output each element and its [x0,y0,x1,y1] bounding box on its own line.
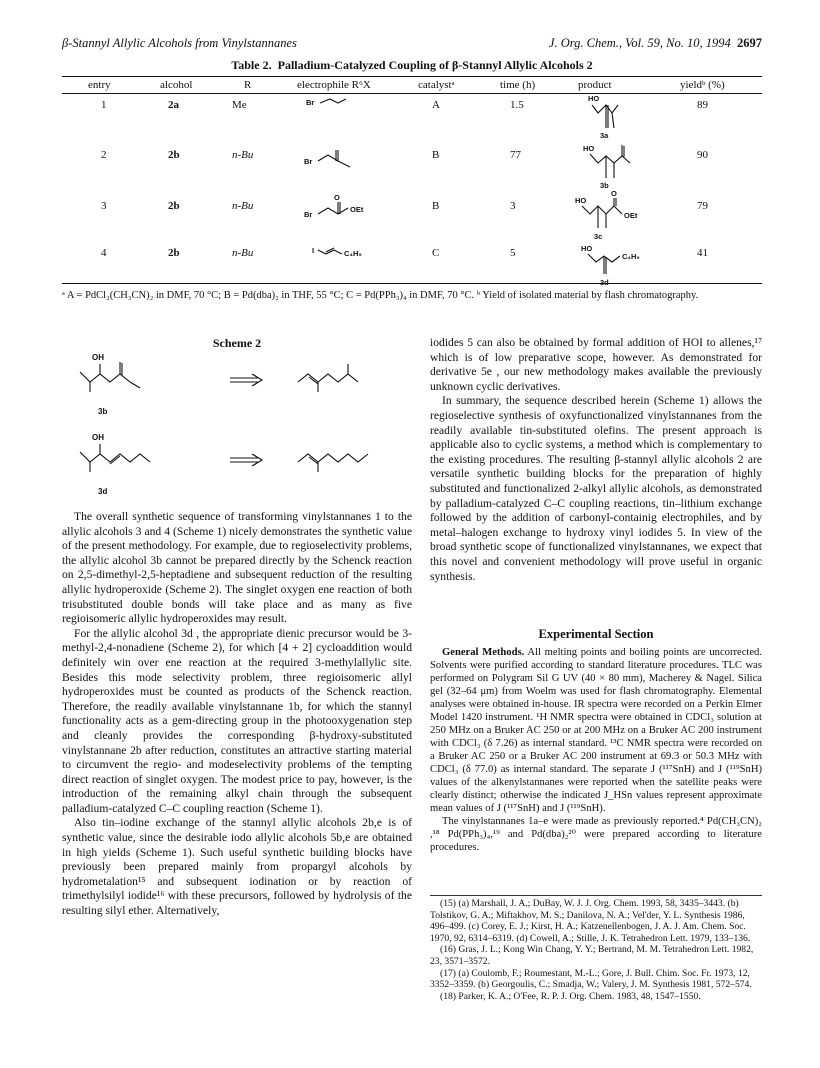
oet-label: OEt [624,211,638,220]
row-r: n-Bu [232,149,254,161]
table-footnote: ᵃ A = PdCl₂(CH₃CN)₂ in DMF, 70 °C; B = Pd(dba)₂ in THF, 55 °C; C = Pd(PPh₃)₄ in DMF, 70 °C. ᵇ Yield of isolated material by flash chromatography. [62,290,699,301]
table-header-yield: yieldᵇ (%) [680,79,725,91]
oh-label: OH [92,353,104,362]
paragraph [430,646,762,815]
row-entry: 2 [101,149,107,161]
references-rule [430,895,762,896]
table-header-catalyst: catalystᵃ [418,79,455,91]
row-alcohol: 2a [168,99,179,111]
electrophile-1-bonds [320,99,346,103]
ho-label: HO [575,196,587,205]
row-entry: 1 [101,99,107,111]
row-yield: 90 [697,149,708,161]
row-yield: 79 [697,200,708,212]
reference-item: (15) (a) Marshall, J. A.; DuBay, W. J. J. Org. Chem. 1993, 58, 3435–3443. (b) Tolstikov, G. A.; Miftakhov, M. S.; Danilova, N. A.; Vel'der, Y. L. Synthesis 1986, 496–499. (c) Corey, E. J.; Kirst, H. A.; Katzenellenbogen, J. A. J. Am. Chem. Soc. 1970, 92, 6314–6319. (d) Cowell, A.; Stille, J. K. Tetrahedron Lett. 1979, 133–136. [430,898,751,944]
left-column [62,510,412,919]
scheme-2-title: Scheme 2 [212,336,262,350]
ho-label: HO [583,144,595,153]
table-caption-text: Palladium-Catalyzed Coupling of β-Stannyl Allylic Alcohols 2 [277,58,593,72]
row-time: 1.5 [510,99,524,111]
br-label: Br [306,98,315,107]
row-r: Me [232,99,247,111]
references [430,898,762,1002]
row-catalyst: A [432,99,440,111]
paragraph: The vinylstannanes 1a–e were made as previously reported.⁴ Pd(CH₃CN)₂ ,¹⁸ Pd(PPh₃)₄,¹⁹ and Pd(dba)₂²⁰ were prepared according to literature procedures. [430,816,762,853]
row-r: n-Bu [232,247,254,259]
electrophile-3-bonds [318,208,348,214]
oet-label: OEt [350,205,364,214]
compound-label-3a: 3a [600,131,609,140]
row-time: 3 [510,200,516,212]
reference-item: (17) (a) Coulomb, F.; Roumestant, M.-L.; Gore, J. Bull. Chim. Soc. Fr. 1973, 12, 3352–3359. (b) Georgoulis, C.; Smadja, W.; Valery, J. M. Synthesis 1981, 572–574. [430,967,752,991]
carbonyl-o-label: O [611,189,617,198]
general-methods-lead: General Methods. [442,647,525,658]
electrophile-2-bonds [318,150,338,161]
compound-label-3c: 3c [594,232,603,241]
row-time: 5 [510,247,516,259]
product-3a-bonds [592,105,618,113]
row-alcohol: 2b [168,247,180,259]
br-label: Br [304,210,313,219]
journal-citation: J. Org. Chem., Vol. 59, No. 10, 1994 [548,36,731,50]
table-header-electrophile: electrophile R⁶X [297,79,371,91]
row-r: n-Bu [232,200,254,212]
scheme-2-diagram [62,348,412,510]
oh-label: OH [92,433,104,442]
paragraph: For the allylic alcohol 3d , the appropriate dienic precursor would be 3-methyl-2,4-nonadiene (Scheme 2), for which [4 + 2] cycloaddition would definitely win over ene reaction at the required 3-methylallylic site. Besides this mode selectivity problem, three regioisomeric allyl hydroperoxides must be counted as products of the Schenck reaction. Therefore, the readily available vinylstannane 1b, for which the stannyl functionality acts as a gem-directing group in the photooxygenation step and cleanly provides the corresponding β-hydroxy-substituted vinylstannane 2b after reduction, constitutes an attractive starting material to circumvent the regio- and modeselectivity problems of the tempting direct reaction of singlet oxygen. The modest price to pay, however, is the introduction of the remaining alkyl chain through the subsequent palladium-catalyzed C–C coupling reaction (Scheme 1). [62,626,412,815]
table-header-time: time (h) [500,79,536,91]
reference-item: (16) Gras, J. L.; Kong Win Chang, Y. Y.; Bertrand, M. M. Tetrahedron Lett. 1982, 23, 3571–3572. [430,944,754,967]
table-header-alcohol: alcohol [160,79,193,91]
scheme-label-3d: 3d [98,487,108,496]
row-entry: 4 [101,247,107,259]
reference-item: (18) Parker, K. A.; O'Fee, R. P. J. Org. Chem. 1983, 48, 1547–1550. [440,990,701,1002]
row-alcohol: 2b [168,149,180,161]
iodide-label: I [312,246,315,255]
ho-label: HO [588,94,600,103]
row-yield: 89 [697,99,708,111]
experimental-body [430,646,762,854]
br-label: Br [304,157,313,166]
compound-label-3d: 3d [600,278,609,287]
c4h9-label: C₄H₉ [622,252,640,261]
paragraph: In summary, the sequence described herein (Scheme 1) allows the regioselective synthesis of oxyfunctionalized vinylstannanes from the readily available tin-substituted olefins. The present approach is applicable also to cyclic systems, a method which is complementary to the existing procedures. The resulting β-stannyl allylic alcohols 2 are versatile synthetic building blocks for the preparation of highly substituted and functionalized 2-alkyl allylic alcohols, as demonstrated by palladium-catalyzed C–C coupling reactions, tin–lithium exchange followed by the addition of carbonyl-containig electrophiles, and by metal–halogen exchange to hydroxy vinyl iodides 5. In view of the broad synthetic scope of functionalized vinylstannanes, we expect that this novel and convenient methodology will prove useful in organic synthesis. [430,394,762,583]
table-header-product: product [578,79,612,91]
table-header-entry: entry [88,79,111,91]
carbonyl-o-label: O [334,193,340,202]
table-header-r: R [244,79,252,91]
paragraph: The overall synthetic sequence of transforming vinylstannanes 1 to the allylic alcohols 3 and 4 (Scheme 1) nicely demonstrates the synthetic value of the present methodology. For example, due to regioselectivity problems, the allylic alcohol 3b cannot be prepared directly by the Schenck reaction on 2,5-dimethyl-2,5-heptadiene and subsequent reduction of the resulting allylic hydroperoxide (Scheme 2). The singlet oxygen ene reaction of both trisubstituted double bonds will take place and as many as five regioisomeric allylic hydroperoxides may result. [62,510,412,626]
row-entry: 3 [101,200,107,212]
c4h9-label: C₄H₉ [344,249,362,258]
row-catalyst: C [432,247,440,259]
table-caption-label: Table 2. [231,58,272,72]
page-number: 2697 [737,36,762,50]
experimental-section-title: Experimental Section [538,627,654,641]
table-structures [0,0,820,290]
row-catalyst: B [432,200,440,212]
row-catalyst: B [432,149,440,161]
row-yield: 41 [697,247,708,259]
row-alcohol: 2b [168,200,180,212]
ho-label: HO [581,244,593,253]
general-methods-text: All melting points and boiling points are uncorrected. Solvents were purified according to standard literature procedures. TLC was performed on Polygram Sil G UV (40 × 80 mm), Macherey & Nagel. Silica gel (32–64 μm) from Woelm was used for flash chromatography. Elemental analyses were obtained in-house. IR spectra were recorded on a Perkin Elmer Model 1420 instrument. ¹H NMR spectra were obtained in CDCl₃ solution at 250 MHz on a Bruker AC 250 or at 200 MHz on a Bruker AC 200 instrument with CDCl₃ (δ 7.26) as internal standard. ¹³C NMR spectra were recorded on a Bruker AC 250 or a Bruker AC 200 instrument at 69.3 or 50.3 MHz with CDCl₃ (δ 77.0) as internal standard. The separate J (¹¹⁷SnH) and J (¹¹⁹SnH) values of the alkenylstannanes were reported when the satellite peaks were clearly distinct; otherwise the indicated J_HSn values represent approximate mean values of J (¹¹⁷SnH) and J (¹¹⁹SnH). [430,647,762,814]
product-3c-bonds [582,206,622,214]
paragraph: Also tin–iodine exchange of the stannyl allylic alcohols 2b,e is of synthetic value, since the desirable iodo allylic alcohols 5b,e are obtained in high yields (Scheme 1). Such useful synthetic building blocks have previously been prepared mainly from propargyl alcohols by hydrometalation¹⁵ and subsequent iodination or by reaction of trimethylsilyl iodide¹⁶ with these precursors, followed by hydrolysis of the resulting silyl ether. Alternatively, [62,816,412,918]
running-header-title: β-Stannyl Allylic Alcohols from Vinylstannanes [62,36,297,50]
scheme-label-3b: 3b [98,407,108,416]
right-column [430,336,762,584]
row-time: 77 [510,149,521,161]
compound-label-3b: 3b [600,181,609,190]
paragraph: iodides 5 can also be obtained by formal addition of HOI to allenes,¹⁷ which is of low preparative scope, however. As demonstrated for derivative 5e , our new methodology makes available the previously unknown cyclic derivatives. [430,336,762,393]
